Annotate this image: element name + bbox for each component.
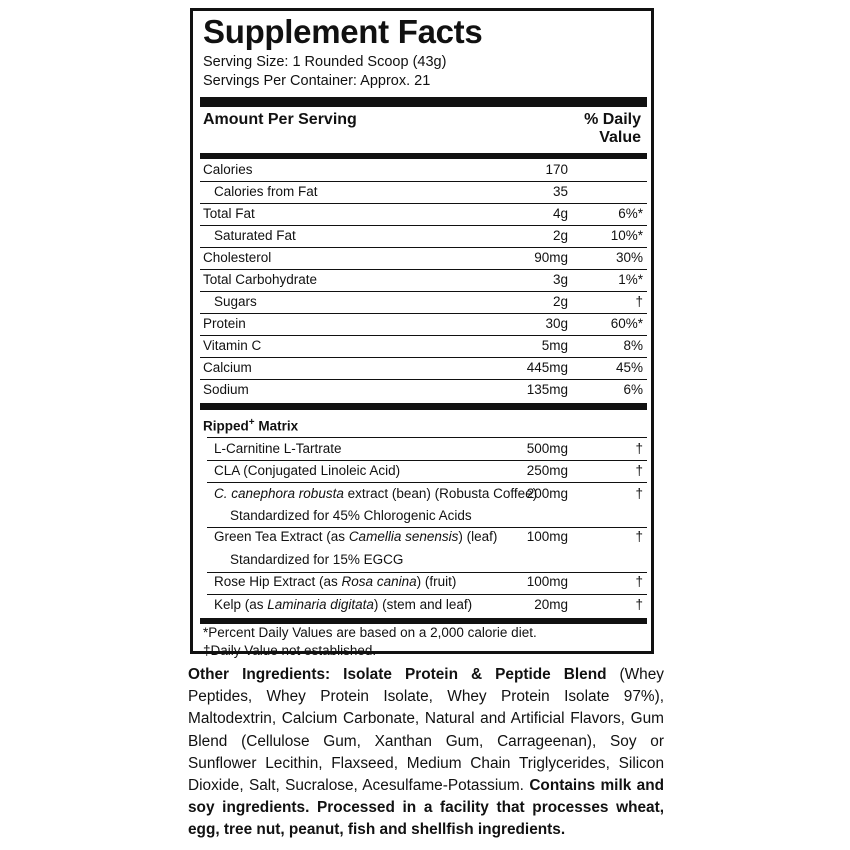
nutrient-row	[200, 159, 647, 181]
other-ingredients	[188, 664, 664, 842]
nutrient-label: Total Fat	[203, 206, 255, 221]
matrix-dv: †	[635, 597, 643, 612]
matrix-title: Ripped+ Matrix	[203, 417, 299, 434]
nutrient-label: Calories from Fat	[214, 184, 318, 199]
nutrient-amount: 170	[545, 162, 568, 177]
other-ingredients-list: (Whey Peptides, Whey Protein Isolate, Whey Protein Isolate 97%), Maltodextrin, Calcium Carbonate, Natural and Artificial Flavors, Gum Blend (Cellulose Gum, Xanthan Gum, Carrageenan), Soy or Sunflower Lecithin, Flaxseed, Medium Chain Triglycerides, Silicon Dioxide, Salt, Sucralose, Acesulfame-Potassium.	[188, 666, 664, 795]
matrix-row	[200, 594, 647, 616]
matrix-amount: 200mg	[526, 486, 568, 501]
nutrient-row	[200, 203, 647, 225]
matrix-row	[200, 438, 647, 460]
matrix-row	[200, 571, 647, 593]
nutrients-matrix-divider	[200, 403, 647, 410]
matrix-dv: †	[635, 574, 643, 589]
matrix-label: Kelp (as Laminaria digitata) (stem and leaf)	[214, 597, 473, 612]
nutrient-label: Sugars	[214, 294, 257, 309]
nutrient-row	[200, 247, 647, 269]
matrix-sublabel: Standardized for 45% Chlorogenic Acids	[230, 508, 472, 523]
nutrient-label: Total Carbohydrate	[203, 272, 318, 287]
nutrient-dv: 10%*	[610, 228, 643, 243]
nutrient-dv: †	[635, 294, 643, 309]
nutrient-row	[200, 379, 647, 401]
nutrient-amount: 2g	[552, 228, 568, 243]
nutrient-amount: 445mg	[526, 360, 568, 375]
nutrient-amount: 35	[552, 184, 568, 199]
nutrient-row	[200, 313, 647, 335]
nutrient-dv: 6%	[623, 382, 643, 397]
nutrient-row	[200, 225, 647, 247]
nutrient-amount: 135mg	[526, 382, 568, 397]
nutrient-amount: 30g	[545, 316, 568, 331]
daily-value-header: % Daily Value	[584, 111, 641, 146]
allergen-statement: Contains milk and soy ingredients. Processed in a facility that processes wheat, egg, tree nut, peanut, fish and shellfish ingredients.	[188, 777, 664, 839]
matrix-amount: 100mg	[526, 529, 568, 544]
footnote-percent-dv: *Percent Daily Values are based on a 2,000 calorie diet.	[203, 625, 537, 640]
matrix-label: Rose Hip Extract (as Rosa canina) (fruit)	[214, 574, 457, 589]
nutrient-dv: 45%	[615, 360, 643, 375]
nutrient-dv: 1%*	[618, 272, 643, 287]
matrix-amount: 500mg	[526, 441, 568, 456]
matrix-row	[200, 483, 647, 505]
matrix-sublabel: Standardized for 15% EGCG	[230, 552, 404, 567]
matrix-dv: †	[635, 486, 643, 501]
panel-title: Supplement Facts	[203, 13, 483, 50]
matrix-label: C. canephora robusta extract (bean) (Robusta Coffee)	[214, 486, 538, 501]
matrix-row	[200, 526, 647, 548]
nutrient-dv: 8%	[623, 338, 643, 353]
nutrient-amount: 2g	[552, 294, 568, 309]
matrix-label: L-Carnitine L-Tartrate	[214, 441, 342, 456]
matrix-label: CLA (Conjugated Linoleic Acid)	[214, 463, 401, 478]
nutrient-amount: 4g	[552, 206, 568, 221]
matrix-amount: 100mg	[526, 574, 568, 589]
footnote-dv-not-established: †Daily Value not established.	[203, 643, 377, 658]
nutrient-label: Sodium	[203, 382, 249, 397]
nutrient-amount: 5mg	[541, 338, 568, 353]
nutrient-row	[200, 335, 647, 357]
matrix-subrow	[200, 505, 647, 527]
nutrient-label: Calories	[203, 162, 253, 177]
supplement-facts-panel	[190, 8, 654, 658]
matrix-dv: †	[635, 529, 643, 544]
nutrient-label: Saturated Fat	[214, 228, 296, 243]
nutrient-row	[200, 181, 647, 203]
nutrient-row	[200, 269, 647, 291]
serving-size: Serving Size: 1 Rounded Scoop (43g)	[203, 54, 447, 70]
matrix-amount: 250mg	[526, 463, 568, 478]
other-ingredients-label: Other Ingredients: Isolate Protein & Peptide Blend	[188, 666, 607, 683]
nutrient-label: Calcium	[203, 360, 252, 375]
nutrient-dv: 6%*	[618, 206, 643, 221]
nutrient-amount: 3g	[552, 272, 568, 287]
matrix-dv: †	[635, 441, 643, 456]
footnote-divider	[200, 618, 647, 624]
nutrient-amount: 90mg	[534, 250, 568, 265]
thick-divider	[200, 97, 647, 107]
nutrient-label: Cholesterol	[203, 250, 272, 265]
nutrient-row	[200, 357, 647, 379]
matrix-row	[200, 460, 647, 482]
servings-per-container: Servings Per Container: Approx. 21	[203, 73, 431, 89]
matrix-label: Green Tea Extract (as Camellia senensis) (leaf)	[214, 529, 498, 544]
nutrient-dv: 30%	[615, 250, 643, 265]
amount-per-serving-header: Amount Per Serving	[203, 111, 357, 128]
matrix-subrow	[200, 549, 647, 571]
nutrient-dv: 60%*	[610, 316, 643, 331]
matrix-dv: †	[635, 463, 643, 478]
nutrient-label: Protein	[203, 316, 246, 331]
nutrient-label: Vitamin C	[203, 338, 262, 353]
matrix-amount: 20mg	[534, 597, 568, 612]
nutrient-row	[200, 291, 647, 313]
